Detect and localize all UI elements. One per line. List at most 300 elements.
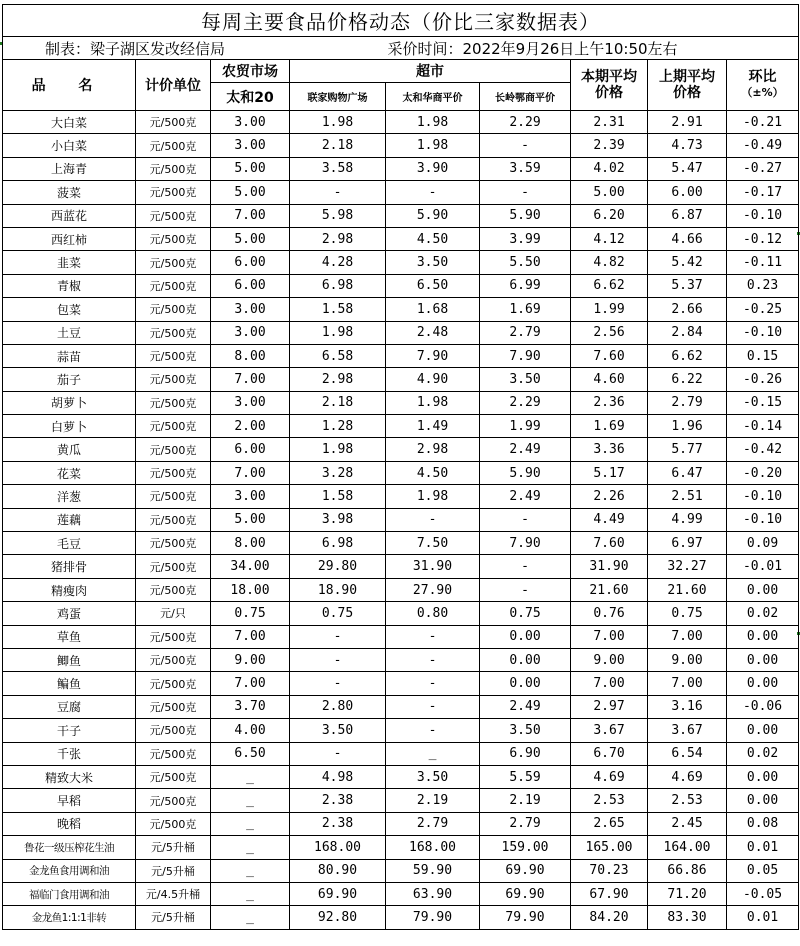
change-value: -0.49	[727, 134, 799, 157]
product-name: 鸡蛋	[3, 602, 136, 625]
prev-avg-price: 6.62	[648, 344, 727, 367]
lianjia-price: 2.98	[290, 368, 386, 391]
change-value: 0.02	[727, 742, 799, 765]
lianjia-price: 6.98	[290, 274, 386, 297]
change-value: 0.02	[727, 602, 799, 625]
taihe20-price: 6.00	[211, 251, 290, 274]
current-avg-price: 0.76	[571, 602, 648, 625]
taihe20-price: 0.75	[211, 602, 290, 625]
header-change-label: 环比	[748, 69, 777, 85]
product-name: 黄瓜	[3, 438, 136, 461]
current-avg-price: 3.67	[571, 719, 648, 742]
lianjia-price: -	[290, 742, 386, 765]
change-value: 0.00	[727, 719, 799, 742]
current-avg-price: 9.00	[571, 648, 648, 671]
changling-price: -	[480, 508, 571, 531]
table-row	[3, 298, 799, 321]
current-avg-price: 6.62	[571, 274, 648, 297]
prev-avg-price: 164.00	[648, 836, 727, 859]
lianjia-price: 92.80	[290, 906, 386, 929]
table-row	[3, 485, 799, 508]
product-name: 鲫鱼	[3, 648, 136, 671]
changling-price: 2.79	[480, 812, 571, 835]
table-row	[3, 625, 799, 648]
taihe20-price: 8.00	[211, 344, 290, 367]
table-row	[3, 251, 799, 274]
change-value: -0.26	[727, 368, 799, 391]
current-avg-price: 2.26	[571, 485, 648, 508]
product-name: 洋葱	[3, 485, 136, 508]
change-value: -0.10	[727, 204, 799, 227]
change-value: -0.27	[727, 157, 799, 180]
table-row	[3, 555, 799, 578]
taihe20-price: _	[211, 836, 290, 859]
changling-price: 6.90	[480, 742, 571, 765]
prev-avg-price: 2.51	[648, 485, 727, 508]
current-avg-price: 31.90	[571, 555, 648, 578]
taihehua-price: 3.50	[386, 251, 480, 274]
unit-cell: 元/5升桶	[136, 859, 211, 882]
change-value: -0.10	[727, 508, 799, 531]
table-row	[3, 789, 799, 812]
taihehua-price: 7.90	[386, 344, 480, 367]
change-value: 0.00	[727, 625, 799, 648]
product-name: 莲藕	[3, 508, 136, 531]
prev-avg-price: 6.87	[648, 204, 727, 227]
current-avg-price: 5.17	[571, 461, 648, 484]
unit-cell: 元/500克	[136, 742, 211, 765]
change-value: 0.23	[727, 274, 799, 297]
prev-avg-price: 5.47	[648, 157, 727, 180]
prev-avg-price: 83.30	[648, 906, 727, 929]
prev-avg-price: 6.22	[648, 368, 727, 391]
lianjia-price: 2.38	[290, 812, 386, 835]
taihehua-price: 2.19	[386, 789, 480, 812]
change-value: 0.01	[727, 906, 799, 929]
table-row	[3, 134, 799, 157]
table-row	[3, 391, 799, 414]
taihe20-price: 5.00	[211, 508, 290, 531]
current-avg-price: 4.60	[571, 368, 648, 391]
taihehua-price: 2.79	[386, 812, 480, 835]
table-row	[3, 157, 799, 180]
header-prev-avg	[648, 60, 727, 111]
prev-avg-price: 5.37	[648, 274, 727, 297]
product-name: 鲁花一级压榨花生油	[3, 836, 136, 859]
change-value: -0.25	[727, 298, 799, 321]
product-name: 福临门食用调和油	[3, 882, 136, 905]
product-name: 精瘦肉	[3, 578, 136, 601]
taihehua-price: 63.90	[386, 882, 480, 905]
change-value: 0.00	[727, 672, 799, 695]
changling-price: 5.90	[480, 461, 571, 484]
header-changling: 长岭鄂商平价	[480, 83, 571, 111]
prev-avg-price: 32.27	[648, 555, 727, 578]
current-avg-price: 4.69	[571, 765, 648, 788]
product-name: 干子	[3, 719, 136, 742]
lianjia-price: 1.58	[290, 298, 386, 321]
prev-avg-price: 2.66	[648, 298, 727, 321]
taihe20-price: _	[211, 906, 290, 929]
table-row	[3, 181, 799, 204]
changling-price: 159.00	[480, 836, 571, 859]
unit-cell: 元/500克	[136, 274, 211, 297]
taihehua-price: -	[386, 695, 480, 718]
taihehua-price: 27.90	[386, 578, 480, 601]
current-avg-price: 1.99	[571, 298, 648, 321]
taihe20-price: 3.00	[211, 134, 290, 157]
product-name: 西红柿	[3, 227, 136, 250]
taihehua-price: 1.68	[386, 298, 480, 321]
prev-avg-price: 71.20	[648, 882, 727, 905]
unit-cell: 元/500克	[136, 648, 211, 671]
taihehua-price: 59.90	[386, 859, 480, 882]
taihehua-price: 79.90	[386, 906, 480, 929]
lianjia-price: 6.58	[290, 344, 386, 367]
lianjia-price: 3.58	[290, 157, 386, 180]
unit-cell: 元/500克	[136, 812, 211, 835]
product-name: 千张	[3, 742, 136, 765]
unit-cell: 元/500克	[136, 321, 211, 344]
unit-cell: 元/500克	[136, 251, 211, 274]
current-avg-price: 5.00	[571, 181, 648, 204]
unit-cell: 元/500克	[136, 765, 211, 788]
taihe20-price: 6.00	[211, 274, 290, 297]
taihehua-price: 4.50	[386, 461, 480, 484]
current-avg-price: 6.70	[571, 742, 648, 765]
unit-cell: 元/500克	[136, 368, 211, 391]
product-name: 韭菜	[3, 251, 136, 274]
unit-cell: 元/5升桶	[136, 906, 211, 929]
lianjia-price: 3.28	[290, 461, 386, 484]
table-row	[3, 578, 799, 601]
taihe20-price: _	[211, 812, 290, 835]
prev-avg-price: 4.66	[648, 227, 727, 250]
current-avg-price: 2.39	[571, 134, 648, 157]
unit-cell: 元/500克	[136, 672, 211, 695]
unit-cell: 元/500克	[136, 789, 211, 812]
product-name: 豆腐	[3, 695, 136, 718]
taihehua-price: 0.80	[386, 602, 480, 625]
taihe20-price: 7.00	[211, 672, 290, 695]
table-row	[3, 906, 799, 929]
prev-avg-price: 2.79	[648, 391, 727, 414]
taihehua-price: 4.90	[386, 368, 480, 391]
change-value: 0.15	[727, 344, 799, 367]
current-avg-price: 165.00	[571, 836, 648, 859]
unit-cell: 元/500克	[136, 157, 211, 180]
lianjia-price: 4.28	[290, 251, 386, 274]
changling-price: 2.29	[480, 391, 571, 414]
changling-price: 3.50	[480, 719, 571, 742]
product-name: 小白菜	[3, 134, 136, 157]
product-name: 晚稻	[3, 812, 136, 835]
taihehua-price: 1.98	[386, 134, 480, 157]
product-name: 大白菜	[3, 111, 136, 134]
change-value: 0.00	[727, 578, 799, 601]
current-avg-price: 70.23	[571, 859, 648, 882]
taihehua-price: 1.49	[386, 415, 480, 438]
lianjia-price: 18.90	[290, 578, 386, 601]
unit-cell: 元/500克	[136, 227, 211, 250]
unit-cell: 元/500克	[136, 438, 211, 461]
table-row	[3, 415, 799, 438]
taihehua-price: 31.90	[386, 555, 480, 578]
header-taihehua: 太和华商平价	[386, 83, 480, 111]
product-name: 鳊鱼	[3, 672, 136, 695]
lianjia-price: 3.50	[290, 719, 386, 742]
taihehua-price: 6.50	[386, 274, 480, 297]
table-row	[3, 695, 799, 718]
changling-price: 5.59	[480, 765, 571, 788]
prev-avg-price: 3.16	[648, 695, 727, 718]
lianjia-price: 0.75	[290, 602, 386, 625]
header-change	[727, 60, 799, 111]
changling-price: -	[480, 134, 571, 157]
taihe20-price: 7.00	[211, 368, 290, 391]
current-avg-price: 7.00	[571, 672, 648, 695]
table-row	[3, 321, 799, 344]
taihe20-price: _	[211, 882, 290, 905]
lianjia-price: 6.98	[290, 532, 386, 555]
table-row	[3, 882, 799, 905]
unit-cell: 元/500克	[136, 134, 211, 157]
prev-avg-price: 2.45	[648, 812, 727, 835]
taihehua-price: 5.90	[386, 204, 480, 227]
product-name: 白萝卜	[3, 415, 136, 438]
taihehua-price: _	[386, 742, 480, 765]
taihe20-price: 3.70	[211, 695, 290, 718]
table-row	[3, 719, 799, 742]
table-row	[3, 672, 799, 695]
table-row	[3, 602, 799, 625]
table-row	[3, 438, 799, 461]
change-value: -0.42	[727, 438, 799, 461]
lianjia-price: 5.98	[290, 204, 386, 227]
unit-cell: 元/500克	[136, 204, 211, 227]
taihe20-price: 7.00	[211, 461, 290, 484]
taihehua-price: -	[386, 672, 480, 695]
taihe20-price: 6.50	[211, 742, 290, 765]
change-value: 0.05	[727, 859, 799, 882]
table-row	[3, 344, 799, 367]
lianjia-price: 2.80	[290, 695, 386, 718]
changling-price: 0.00	[480, 672, 571, 695]
table-row	[3, 508, 799, 531]
table-row	[3, 859, 799, 882]
lianjia-price: 1.98	[290, 111, 386, 134]
table-row	[3, 368, 799, 391]
change-value: -0.10	[727, 321, 799, 344]
unit-cell: 元/500克	[136, 719, 211, 742]
unit-cell: 元/500克	[136, 508, 211, 531]
product-name: 毛豆	[3, 532, 136, 555]
changling-price: 7.90	[480, 532, 571, 555]
current-avg-price: 7.60	[571, 532, 648, 555]
product-name: 土豆	[3, 321, 136, 344]
prev-avg-price: 9.00	[648, 648, 727, 671]
taihehua-price: 168.00	[386, 836, 480, 859]
price-rows	[3, 111, 799, 930]
table-row	[3, 812, 799, 835]
change-value: -0.01	[727, 555, 799, 578]
changling-price: 0.00	[480, 648, 571, 671]
prev-avg-price: 66.86	[648, 859, 727, 882]
product-name: 草鱼	[3, 625, 136, 648]
header-farmers-market: 农贸市场	[211, 60, 290, 83]
prev-avg-price: 2.53	[648, 789, 727, 812]
table-row	[3, 742, 799, 765]
prev-avg-price: 5.42	[648, 251, 727, 274]
taihehua-price: -	[386, 719, 480, 742]
changling-price: 2.19	[480, 789, 571, 812]
sample-time: 采价时间：2022年9月26日上午10:50左右	[386, 37, 799, 60]
change-value: -0.12	[727, 227, 799, 250]
prev-avg-price: 6.97	[648, 532, 727, 555]
prev-avg-price: 2.91	[648, 111, 727, 134]
taihe20-price: 9.00	[211, 648, 290, 671]
current-avg-price: 3.36	[571, 438, 648, 461]
taihe20-price: 2.00	[211, 415, 290, 438]
prev-avg-price: 7.00	[648, 625, 727, 648]
taihehua-price: 3.50	[386, 765, 480, 788]
taihe20-price: 3.00	[211, 391, 290, 414]
lianjia-price: 1.98	[290, 321, 386, 344]
current-avg-price: 1.69	[571, 415, 648, 438]
product-name: 金龙鱼1:1:1非转	[3, 906, 136, 929]
product-name: 青椒	[3, 274, 136, 297]
changling-price: 2.49	[480, 695, 571, 718]
taihe20-price: 3.00	[211, 485, 290, 508]
unit-cell: 元/4.5升桶	[136, 882, 211, 905]
change-value: 0.00	[727, 789, 799, 812]
change-value: -0.15	[727, 391, 799, 414]
header-supermarket: 超市	[290, 60, 571, 83]
unit-cell: 元/500克	[136, 532, 211, 555]
taihehua-price: 1.98	[386, 391, 480, 414]
taihe20-price: 3.00	[211, 298, 290, 321]
changling-price: 2.29	[480, 111, 571, 134]
taihe20-price: 8.00	[211, 532, 290, 555]
changling-price: 2.49	[480, 438, 571, 461]
price-table	[2, 4, 799, 930]
taihehua-price: 1.98	[386, 485, 480, 508]
changling-price: 5.90	[480, 204, 571, 227]
current-avg-price: 67.90	[571, 882, 648, 905]
taihe20-price: 18.00	[211, 578, 290, 601]
header-current-avg-label: 本期平均价格	[581, 69, 637, 101]
lianjia-price: -	[290, 181, 386, 204]
header-current-avg	[571, 60, 648, 111]
taihe20-price: 3.00	[211, 321, 290, 344]
change-value: -0.06	[727, 695, 799, 718]
prev-avg-price: 3.67	[648, 719, 727, 742]
taihe20-price: _	[211, 859, 290, 882]
lianjia-price: 4.98	[290, 765, 386, 788]
unit-cell: 元/500克	[136, 391, 211, 414]
taihe20-price: 6.00	[211, 438, 290, 461]
taihe20-price: 7.00	[211, 204, 290, 227]
changling-price: 6.99	[480, 274, 571, 297]
current-avg-price: 4.49	[571, 508, 648, 531]
unit-cell: 元/500克	[136, 181, 211, 204]
prev-avg-price: 6.54	[648, 742, 727, 765]
prev-avg-price: 4.99	[648, 508, 727, 531]
current-avg-price: 4.82	[571, 251, 648, 274]
lianjia-price: 80.90	[290, 859, 386, 882]
table-row	[3, 111, 799, 134]
table-maker: 制表：梁子湖区发改经信局	[3, 37, 386, 60]
lianjia-price: 2.18	[290, 391, 386, 414]
changling-price: -	[480, 555, 571, 578]
product-name: 胡萝卜	[3, 391, 136, 414]
taihe20-price: 34.00	[211, 555, 290, 578]
table-row	[3, 274, 799, 297]
current-avg-price: 4.02	[571, 157, 648, 180]
prev-avg-price: 0.75	[648, 602, 727, 625]
taihehua-price: -	[386, 181, 480, 204]
taihehua-price: 2.48	[386, 321, 480, 344]
changling-price: 0.75	[480, 602, 571, 625]
taihehua-price: 1.98	[386, 111, 480, 134]
unit-cell: 元/500克	[136, 578, 211, 601]
table-title: 每周主要食品价格动态（价比三家数据表）	[3, 5, 799, 37]
lianjia-price: 1.98	[290, 438, 386, 461]
current-avg-price: 2.97	[571, 695, 648, 718]
lianjia-price: -	[290, 648, 386, 671]
change-value: -0.10	[727, 485, 799, 508]
unit-cell: 元/500克	[136, 461, 211, 484]
current-avg-price: 6.20	[571, 204, 648, 227]
table-row	[3, 204, 799, 227]
lianjia-price: -	[290, 625, 386, 648]
product-name: 早稻	[3, 789, 136, 812]
header-unit: 计价单位	[136, 60, 211, 111]
taihehua-price: 4.50	[386, 227, 480, 250]
change-value: -0.14	[727, 415, 799, 438]
changling-price: 2.79	[480, 321, 571, 344]
table-row	[3, 461, 799, 484]
product-name: 猪排骨	[3, 555, 136, 578]
taihe20-price: 5.00	[211, 227, 290, 250]
taihe20-price: 7.00	[211, 625, 290, 648]
change-value: 0.08	[727, 812, 799, 835]
taihe20-price: 5.00	[211, 181, 290, 204]
unit-cell: 元/500克	[136, 111, 211, 134]
product-name: 西蓝花	[3, 204, 136, 227]
changling-price: 1.99	[480, 415, 571, 438]
taihehua-price: -	[386, 625, 480, 648]
unit-cell: 元/500克	[136, 555, 211, 578]
prev-avg-price: 4.69	[648, 765, 727, 788]
change-value: 0.09	[727, 532, 799, 555]
current-avg-price: 2.53	[571, 789, 648, 812]
product-name: 菠菜	[3, 181, 136, 204]
current-avg-price: 84.20	[571, 906, 648, 929]
changling-price: 3.59	[480, 157, 571, 180]
prev-avg-price: 1.96	[648, 415, 727, 438]
changling-price: 2.49	[480, 485, 571, 508]
changling-price: 69.90	[480, 882, 571, 905]
change-value: -0.17	[727, 181, 799, 204]
taihe20-price: _	[211, 789, 290, 812]
taihe20-price: 3.00	[211, 111, 290, 134]
current-avg-price: 2.56	[571, 321, 648, 344]
changling-price: -	[480, 578, 571, 601]
current-avg-price: 2.36	[571, 391, 648, 414]
unit-cell: 元/5升桶	[136, 836, 211, 859]
current-avg-price: 7.00	[571, 625, 648, 648]
